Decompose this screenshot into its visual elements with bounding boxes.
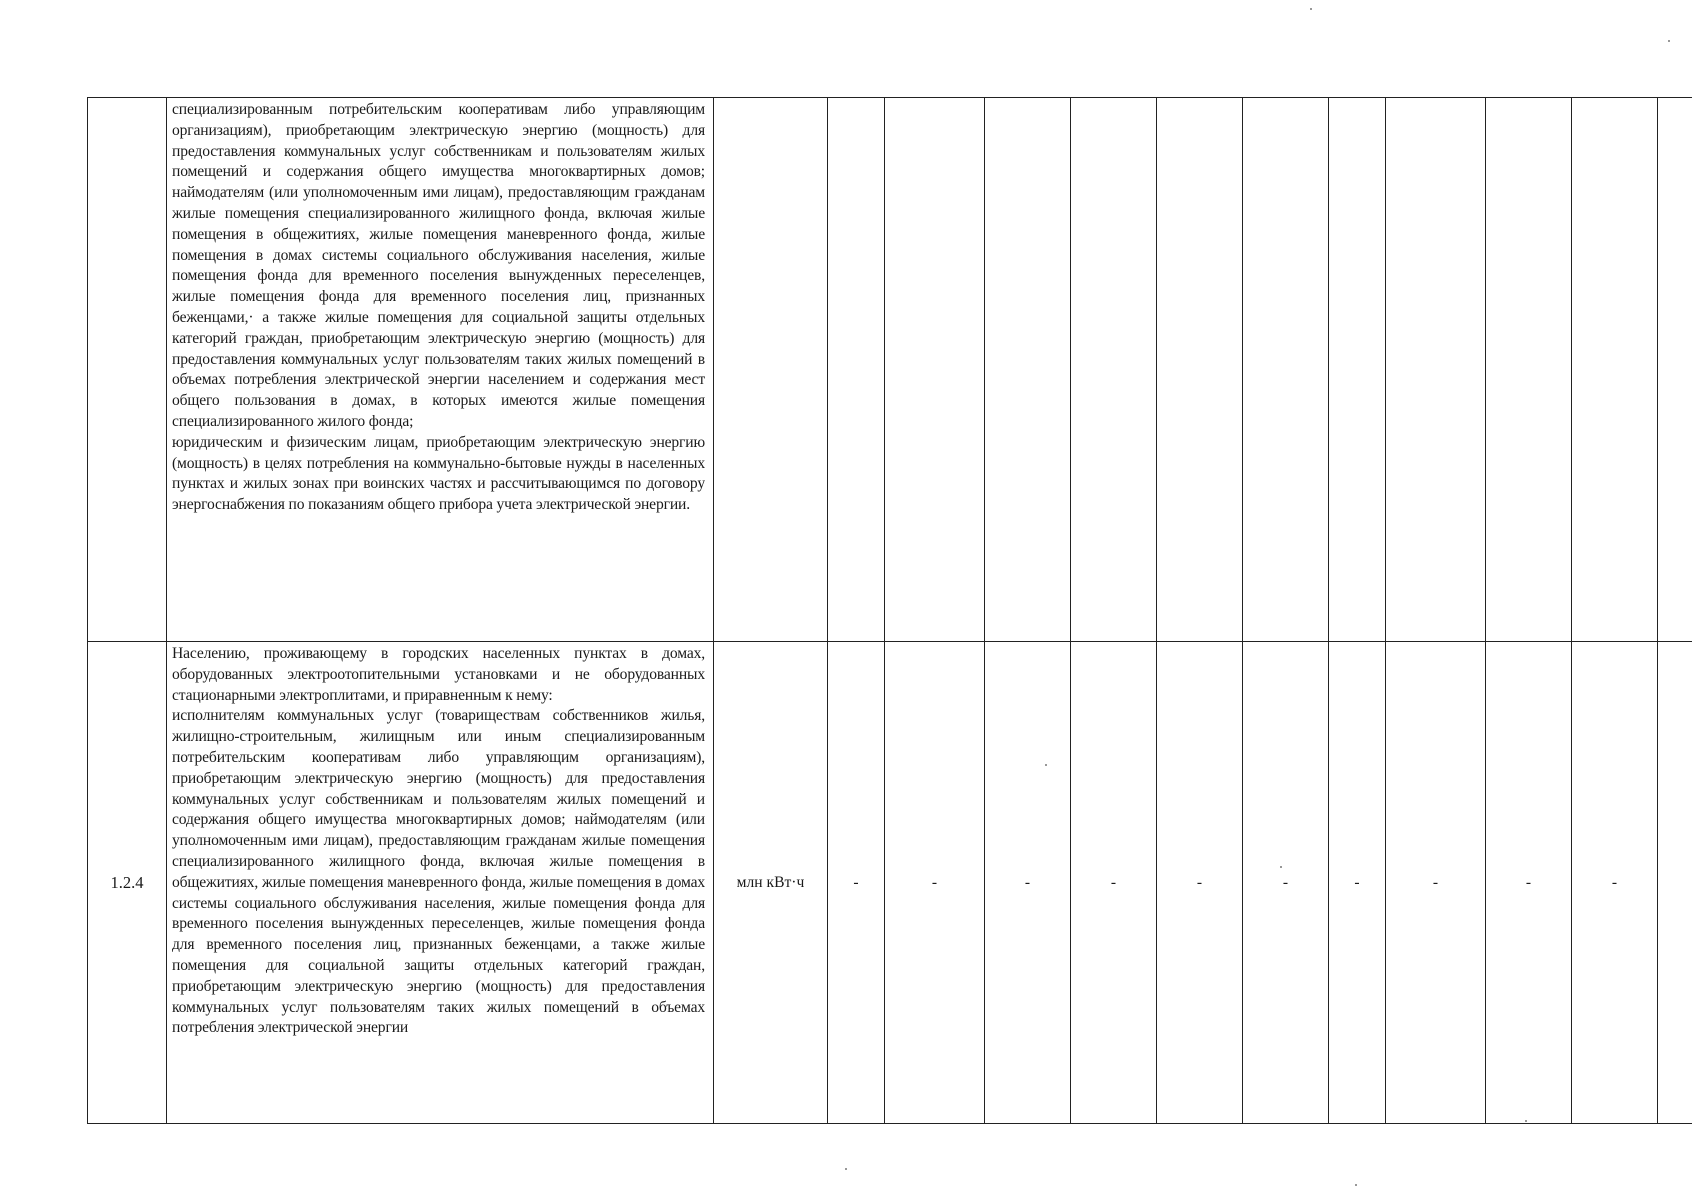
value-cell: - — [1243, 642, 1329, 1124]
value-cell: - — [1157, 642, 1243, 1124]
value-cell — [1243, 98, 1329, 642]
value-cell — [1658, 98, 1692, 642]
row-description-text: специализированным потребительским кооперативам либо управляющим организациям), приобретающим электрическую энергию (мощность) для предоставления коммунальных услуг собственникам и пользователям жилых помещений и содержания общего имущества многоквартирных домов; наймодателям (или уполномоченным ими лицам), предоставляющим гражданам жилые помещения специализированного жилищного фонда, включая жилые помещения в общежитиях, жилые помещения маневренного фонда, жилые помещения в домах системы социального обслуживания населения, жилые помещения фонда для временного поселения вынужденных переселенцев, жилые помещения фонда для временного поселения лиц, признанных беженцами,· а также жилые помещения для социальной защиты отдельных категорий граждан, приобретающим электрическую энергию (мощность) для предоставления коммунальных услуг пользователям таких жилых помещений в объемах потребления электрической энергии населением и содержания мест общего пользования в домах, в которых имеются жилые помещения специализированного жилого фонда; юридическим и физическим лицам, приобретающим электрическую энергию (мощность) в целях потребления на коммунально-бытовые нужды в населенных пунктах и жилых зонах при воинских частях и рассчитывающимся по договору энергоснабжения по показаниям общего прибора учета электрической энергии. — [172, 101, 705, 514]
value-cell: - — [1386, 642, 1486, 1124]
value-cell — [885, 98, 985, 642]
value-cell — [1157, 98, 1243, 642]
value-cell — [1486, 98, 1572, 642]
table-row — [88, 98, 1692, 642]
row-unit-cell: млн кВт·ч — [714, 642, 828, 1124]
value-cell: - — [1572, 642, 1658, 1124]
scan-speck — [1310, 8, 1312, 10]
scan-speck — [1045, 764, 1047, 766]
value-cell — [1071, 98, 1157, 642]
value-cell: - — [1486, 642, 1572, 1124]
scan-speck — [1355, 1184, 1357, 1186]
value-cell: - — [828, 642, 885, 1124]
value-cell — [828, 98, 885, 642]
row-description-cell — [167, 642, 714, 1124]
value-cell: - — [1071, 642, 1157, 1124]
table-row — [88, 642, 1692, 1124]
value-cell — [985, 98, 1071, 642]
data-table — [87, 97, 1692, 1124]
value-cell — [1386, 98, 1486, 642]
value-cell — [1329, 98, 1386, 642]
row-unit-cell — [714, 98, 828, 642]
value-cell: - — [1329, 642, 1386, 1124]
row-number-cell — [88, 98, 167, 642]
value-cell: - — [885, 642, 985, 1124]
scan-speck — [1280, 866, 1282, 868]
scan-speck — [845, 1168, 847, 1170]
scan-speck — [1525, 1120, 1527, 1122]
row-description-cell — [167, 98, 714, 642]
row-description-text: Населению, проживающему в городских населенных пунктах в домах, оборудованных электроотопительными установками и не оборудованных стационарными электроплитами, и приравненным к нему: исполнителям коммунальных услуг (товариществам собственников жилья, жилищно-строительным, жилищным или иным специализированным потребительским кооперативам либо управляющим организациям), приобретающим электрическую энергию (мощность) для предоставления коммунальных услуг собственникам и пользователям жилых помещений и содержания общего имущества многоквартирных домов; наймодателям (или уполномоченным ими лицам), предоставляющим гражданам жилые помещения специализированного жилищного фонда, включая жилые помещения в общежитиях, жилые помещения маневренного фонда, жилые помещения в домах системы социального обслуживания населения, жилые помещения фонда для временного поселения вынужденных переселенцев, жилые помещения фонда для временного поселения лиц, признанных беженцами, а также жилые помещения для социальной защиты отдельных категорий граждан, приобретающим электрическую энергию (мощность) для предоставления коммунальных услуг пользователям таких жилых помещений в объемах потребления электрической энергии — [172, 645, 705, 1037]
value-cell — [1658, 642, 1692, 1124]
value-cell: - — [985, 642, 1071, 1124]
value-cell — [1572, 98, 1658, 642]
row-number-cell: 1.2.4 — [88, 642, 167, 1124]
scan-speck — [1668, 40, 1670, 42]
